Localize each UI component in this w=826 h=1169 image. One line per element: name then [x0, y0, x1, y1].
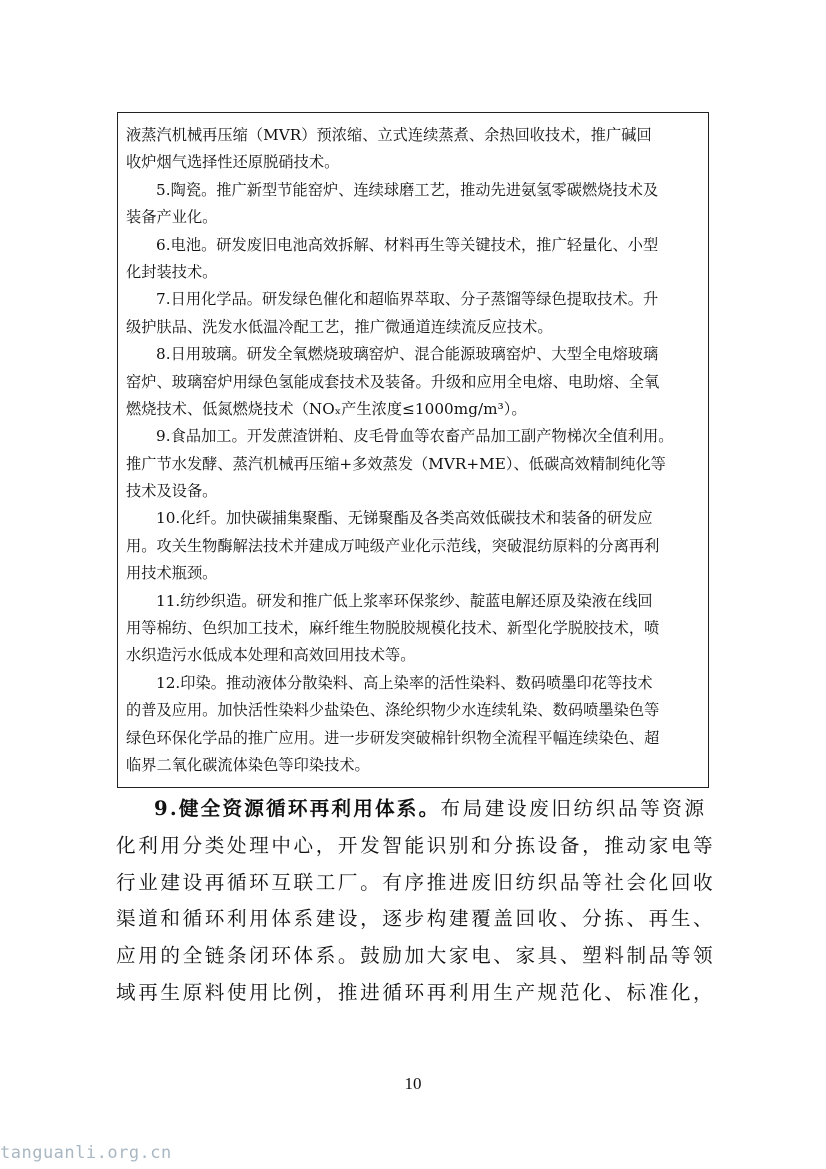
box-line: 用技术瓶颈。	[126, 564, 218, 583]
box-line: 绿色环保化学品的推广应用。进一步研发突破棉针织物全流程平幅连续染色、超	[126, 728, 660, 747]
paragraph-text: 布局建设废旧纺织品等资源	[440, 797, 707, 820]
box-line: 化封装技术。	[126, 262, 218, 281]
box-line: 液蒸汽机械再压缩（MVR）预浓缩、立式连续蒸煮、余热回收技术，推广碱回	[126, 126, 652, 144]
paragraph-first-line	[116, 791, 720, 828]
box-line: 用。攻关生物酶解法技术并建成万吨级产业化示范线，突破混纺原料的分离再利	[126, 536, 660, 555]
box-line: 水织造污水低成本处理和高效回用技术等。	[126, 646, 416, 665]
paragraph-line: 域再生原料使用比例，推进循环再利用生产规范化、标准化，	[116, 980, 716, 1004]
main-paragraph	[116, 791, 720, 1012]
box-line: 8.日用玻璃。研发全氧燃烧玻璃窑炉、混合能源玻璃窑炉、大型全电熔玻璃	[156, 345, 659, 364]
box-line: 9.食品加工。开发蔗渣饼粕、皮毛骨血等农畜产品加工副产物梯次全值利用。	[156, 427, 674, 446]
section-heading: 9.健全资源循环再利用体系。	[154, 797, 441, 820]
box-line: 5.陶瓷。推广新型节能窑炉、连续球磨工艺，推动先进氨氢零碳燃烧技术及	[156, 180, 659, 199]
paragraph-line: 渠道和循环利用体系建设，逐步构建覆盖回收、分拣、再生、	[116, 907, 716, 931]
box-line: 窑炉、玻璃窑炉用绿色氢能成套技术及装备。升级和应用全电熔、电助熔、全氧	[126, 372, 660, 391]
box-line: 装备产业化。	[126, 208, 218, 227]
box-line: 临界二氧化碳流体染色等印染技术。	[126, 755, 370, 774]
page-number: 10	[404, 1074, 422, 1093]
box-line: 12.印染。推动液体分散染料、高上染率的活性染料、数码喷墨印花等技术	[156, 673, 653, 692]
box-line: 收炉烟气选择性还原脱硝技术。	[126, 153, 340, 172]
box-line: 推广节水发酵、蒸汽机械再压缩+多效蒸发（MVR+ME）、低碳高效精制纯化等	[126, 454, 666, 473]
box-line: 技术及设备。	[126, 482, 218, 501]
box-line: 级护肤品、洗发水低温冷配工艺，推广微通道连续流反应技术。	[126, 317, 553, 336]
paragraph-line: 行业建设再循环互联工厂。有序推进废旧纺织品等社会化回收	[116, 870, 716, 894]
box-line: 11.纺纱织造。研发和推广低上浆率环保浆纱、靛蓝电解还原及染液在线回	[156, 591, 653, 610]
box-line: 10.化纤。加快碳捕集聚酯、无锑聚酯及各类高效低碳技术和装备的研发应	[156, 509, 653, 528]
box-line: 6.电池。研发废旧电池高效拆解、材料再生等关键技术，推广轻量化、小型	[156, 235, 659, 254]
paragraph-line: 化利用分类处理中心，开发智能识别和分拣设备，推动家电等	[116, 833, 716, 857]
box-line: 用等棉纺、色织加工技术，麻纤维生物脱胶规模化技术、新型化学脱胶技术，喷	[126, 619, 660, 638]
box-line: 燃烧技术、低氮燃烧技术（NOₓ产生浓度≤1000mg/m³）。	[126, 399, 527, 418]
watermark: tanguanli.org.cn	[0, 1143, 172, 1163]
info-box	[117, 112, 709, 788]
box-line: 的普及应用。加快活性染料少盐染色、涤纶织物少水连续轧染、数码喷墨染色等	[126, 701, 660, 720]
paragraph-line: 应用的全链条闭环体系。鼓励加大家电、家具、塑料制品等领	[116, 944, 716, 968]
box-line: 7.日用化学品。研发绿色催化和超临界萃取、分子蒸馏等绿色提取技术。升	[156, 290, 659, 309]
